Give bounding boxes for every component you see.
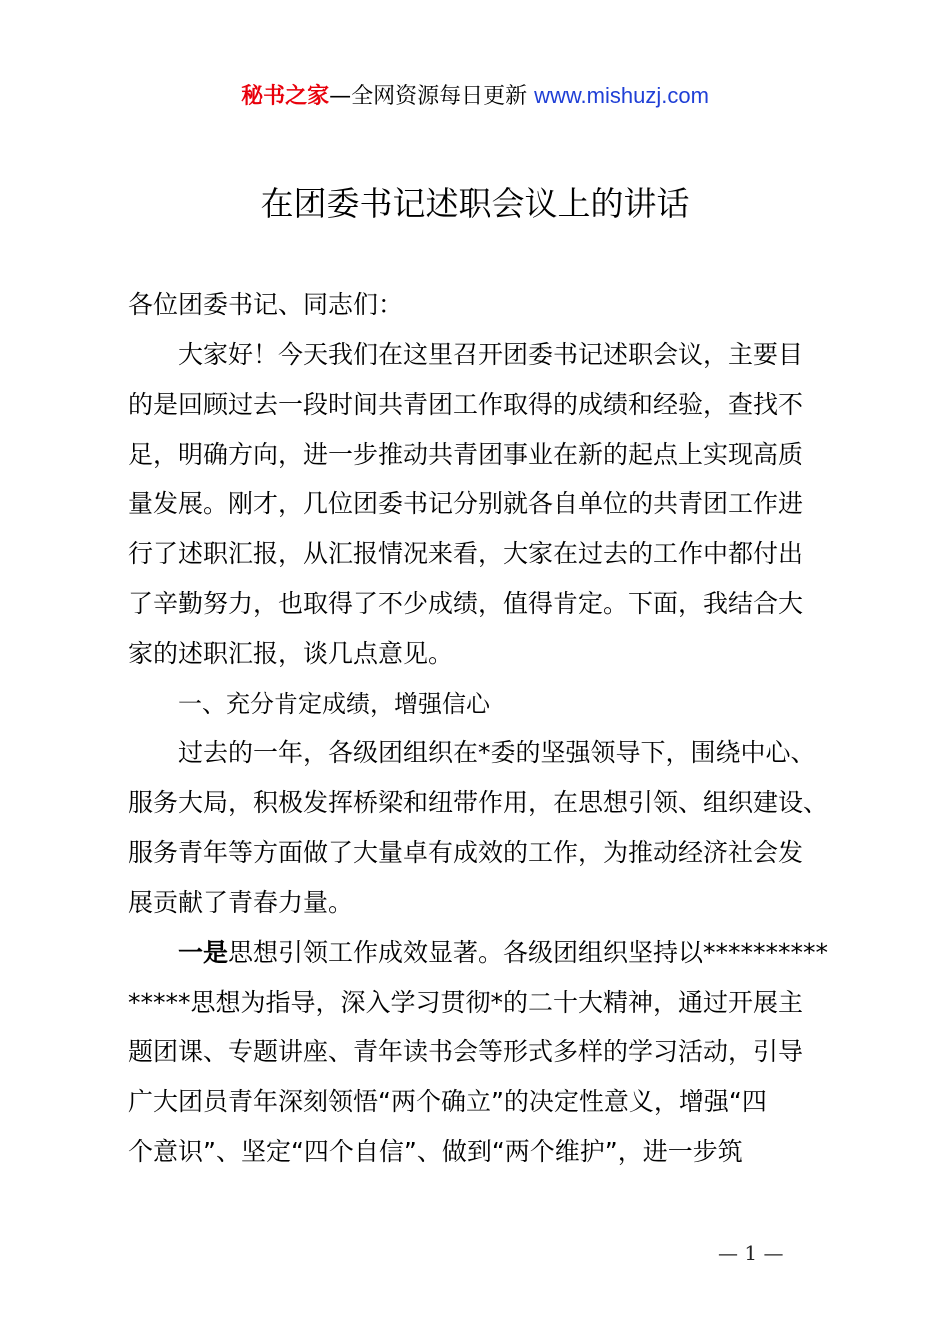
paragraph-line: 量发展。刚才，几位团委书记分别就各自单位的共青团工作进 <box>128 489 804 518</box>
paragraph-line: 过去的一年，各级团组织在*委的坚强领导下，围绕中心、 <box>178 738 816 767</box>
paragraph-line: 家的述职汇报，谈几点意见。 <box>128 639 454 668</box>
section-heading: 一、充分肯定成绩，增强信心 <box>178 690 490 718</box>
paragraph-line: 服务青年等方面做了大量卓有成效的工作，为推动经济社会发 <box>128 838 804 867</box>
point-one-lead: 一是 <box>178 938 229 967</box>
paragraph-line: *****思想为指导，深入学习贯彻*的二十大精神，通过开展主 <box>128 988 804 1017</box>
page-number: — 1 — <box>718 1241 784 1265</box>
paragraph-line: 题团课、专题讲座、青年读书会等形式多样的学习活动，引导 <box>128 1037 804 1066</box>
brand-name: 秘书之家 <box>241 84 330 109</box>
paragraph-line: 了辛勤努力，也取得了不少成绩，值得肯定。下面，我结合大 <box>128 589 804 618</box>
paragraph-line: 大家好！今天我们在这里召开团委书记述职会议，主要目 <box>178 340 804 369</box>
paragraph-line: 足，明确方向，进一步推动共青团事业在新的起点上实现高质 <box>128 440 804 469</box>
salutation: 各位团委书记、同志们： <box>128 290 404 319</box>
paragraph-line: 广大团员青年深刻领悟“两个确立”的决定性意义，增强“四 <box>128 1087 767 1116</box>
paragraph-line: 个意识”、坚定“四个自信”、做到“两个维护”，进一步筑 <box>128 1137 743 1166</box>
document-title: 在团委书记述职会议上的讲话 <box>260 184 690 223</box>
point-one-line <box>178 936 828 970</box>
point-one-text: 思想引领工作成效显著。各级团组织坚持以********** <box>228 938 829 967</box>
brand-tagline: —全网资源每日更新 <box>329 84 528 109</box>
site-watermark-header <box>0 80 950 113</box>
paragraph-line: 行了述职汇报，从汇报情况来看，大家在过去的工作中都付出 <box>128 539 804 568</box>
paragraph-line: 服务大局，积极发挥桥梁和纽带作用，在思想引领、组织建设、 <box>128 788 829 817</box>
site-url: www.mishuzj.com <box>534 83 709 108</box>
paragraph-line: 展贡献了青春力量。 <box>128 888 354 917</box>
paragraph-line: 的是回顾过去一段时间共青团工作取得的成绩和经验，查找不 <box>128 390 804 419</box>
